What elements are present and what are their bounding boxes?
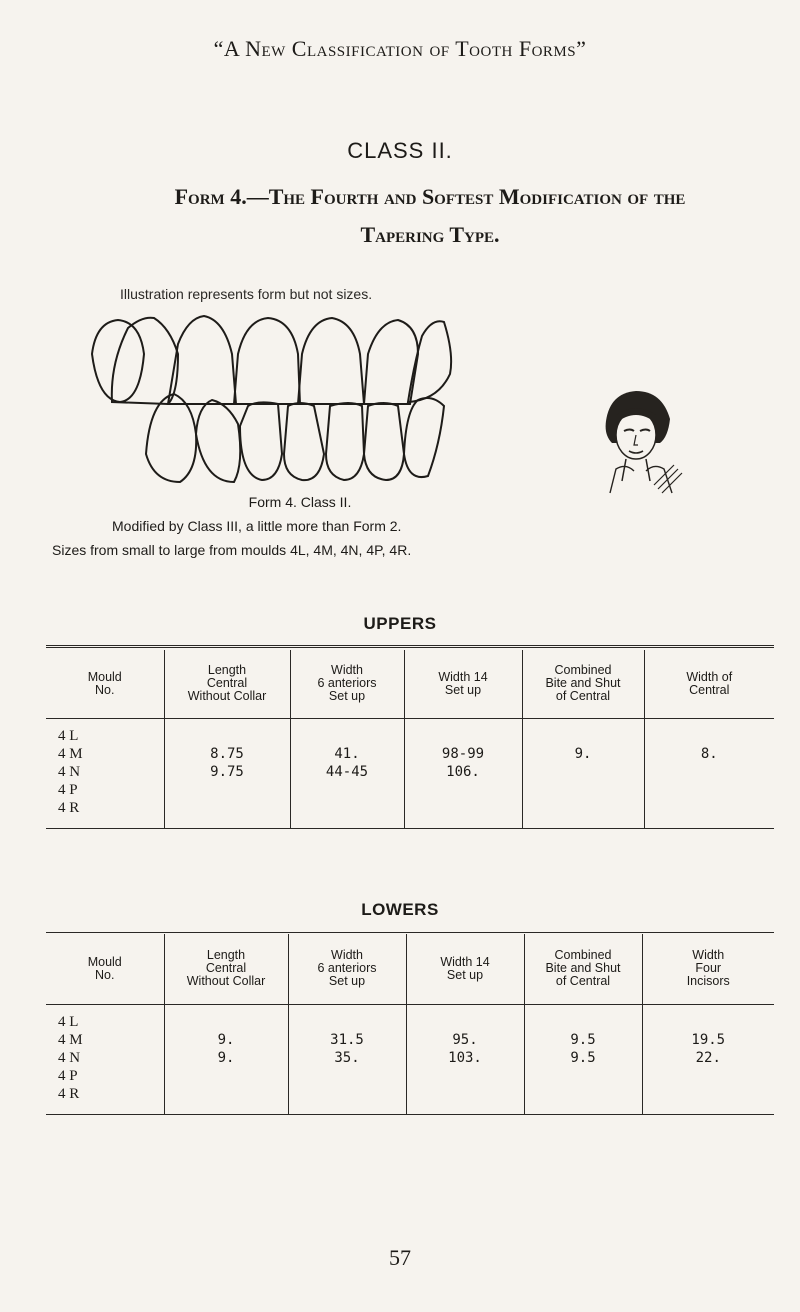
uppers-width14-cell: 98-99 106. [404, 718, 522, 828]
lowers-header-length: Length Central Without Collar [164, 934, 288, 1004]
uppers-length-cell: 8.75 9.75 [164, 718, 290, 828]
uppers-title: UPPERS [363, 614, 437, 633]
lowers-top-rule [46, 932, 774, 933]
lowers-title: LOWERS [361, 900, 439, 919]
lowers-moulds-cell: 4 L 4 M 4 N 4 P 4 R [46, 1004, 164, 1114]
lowers-header-combined: Combined Bite and Shut of Central [524, 934, 642, 1004]
lowers-header-width6: Width 6 anteriors Set up [288, 934, 406, 1004]
page-number: 57 [389, 1245, 411, 1270]
form-title [110, 178, 750, 254]
uppers-moulds-cell: 4 L 4 M 4 N 4 P 4 R [46, 718, 164, 828]
lowers-header-incisors: Width Four Incisors [642, 934, 774, 1004]
uppers-header-width14: Width 14 Set up [404, 650, 522, 718]
lowers-table [46, 934, 774, 1115]
lowers-header-width14: Width 14 Set up [406, 934, 524, 1004]
uppers-header-combined: Combined Bite and Shut of Central [522, 650, 644, 718]
form-title-line1: Form 4.—The Fourth and Softest Modification of the [174, 184, 686, 209]
uppers-central-cell: 8. [644, 718, 774, 828]
running-head: “A New Classification of Tooth Forms” [213, 36, 587, 61]
lowers-width14-cell: 95. 103. [406, 1004, 524, 1114]
uppers-header-width6: Width 6 anteriors Set up [290, 650, 404, 718]
uppers-table [46, 650, 774, 829]
lowers-combined-cell: 9.5 9.5 [524, 1004, 642, 1114]
tooth-form-illustration [88, 314, 488, 484]
lowers-header-mould: Mould No. [46, 934, 164, 1004]
uppers-header-mould: Mould No. [46, 650, 164, 718]
lowers-incisors-cell: 19.5 22. [642, 1004, 774, 1114]
uppers-width6-cell: 41. 44-45 [290, 718, 404, 828]
figure-sizes-note: Sizes from small to large from moulds 4L, 4M, 4N, 4P, 4R. [52, 542, 412, 558]
uppers-header-length: Length Central Without Collar [164, 650, 290, 718]
uppers-top-rule [46, 645, 774, 648]
lowers-length-cell: 9. 9. [164, 1004, 288, 1114]
lowers-width6-cell: 31.5 35. [288, 1004, 406, 1114]
portrait-illustration [580, 385, 690, 495]
figure-modified-note: Modified by Class III, a little more than Form 2. [112, 518, 402, 534]
form-title-line2: Tapering Type. [360, 222, 500, 247]
illustration-note: Illustration represents form but not sizes. [120, 286, 373, 302]
uppers-combined-cell: 9. [522, 718, 644, 828]
uppers-header-central: Width of Central [644, 650, 774, 718]
class-title: CLASS II. [347, 138, 453, 163]
figure-caption: Form 4. Class II. [248, 494, 352, 510]
